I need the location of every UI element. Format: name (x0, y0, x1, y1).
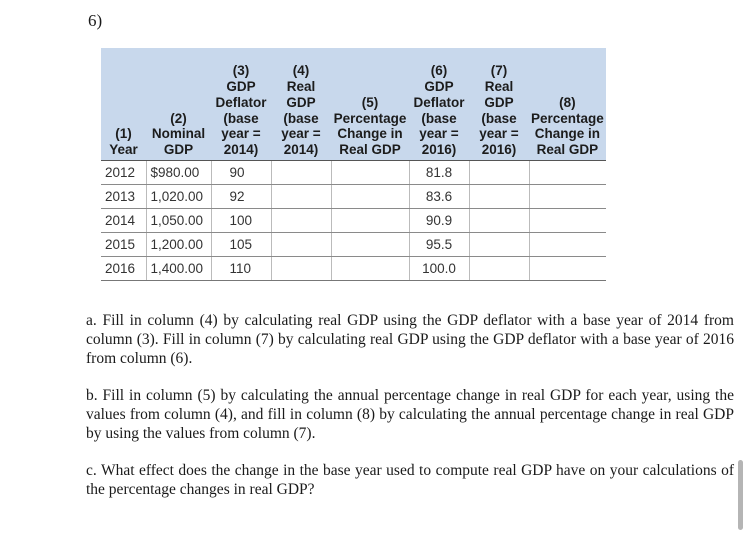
cell-deflator-2016: 90.9 (409, 209, 469, 233)
cell-nominal-gdp: 1,200.00 (146, 233, 211, 257)
cell-year: 2013 (101, 185, 146, 209)
cell-nominal-gdp: 1,050.00 (146, 209, 211, 233)
cell-deflator-2016: 81.8 (409, 161, 469, 185)
cell-real-gdp-2016 (469, 209, 529, 233)
table-row (101, 233, 606, 257)
cell-real-gdp-2016 (469, 185, 529, 209)
table-row (101, 185, 606, 209)
question-c: c. What effect does the change in the base year used to compute real GDP have on your calculations of the percentage changes in real GDP? (86, 462, 734, 498)
cell-pct-change-8 (529, 161, 606, 185)
header-percentage-change-8: (8) Percentage Change in Real GDP (529, 48, 606, 161)
table-header-row (101, 48, 606, 161)
cell-pct-change-5 (331, 161, 409, 185)
cell-nominal-gdp: $980.00 (146, 161, 211, 185)
cell-real-gdp-2016 (469, 257, 529, 281)
question-number: 6) (88, 11, 103, 30)
header-gdp-deflator-2016: (6) GDP Deflator (base year = 2016) (409, 48, 469, 161)
cell-deflator-2014: 90 (211, 161, 271, 185)
table-row (101, 257, 606, 281)
cell-real-gdp-2014 (271, 233, 331, 257)
cell-pct-change-8 (529, 257, 606, 281)
cell-pct-change-5 (331, 233, 409, 257)
header-real-gdp-2014: (4) Real GDP (base year = 2014) (271, 48, 331, 161)
cell-pct-change-8 (529, 185, 606, 209)
cell-deflator-2016: 100.0 (409, 257, 469, 281)
cell-pct-change-5 (331, 185, 409, 209)
cell-real-gdp-2014 (271, 257, 331, 281)
cell-deflator-2014: 110 (211, 257, 271, 281)
cell-nominal-gdp: 1,020.00 (146, 185, 211, 209)
cell-year: 2015 (101, 233, 146, 257)
scrollbar-thumb[interactable] (738, 460, 743, 530)
cell-deflator-2014: 100 (211, 209, 271, 233)
table-row (101, 209, 606, 233)
cell-deflator-2014: 105 (211, 233, 271, 257)
header-gdp-deflator-2014: (3) GDP Deflator (base year = 2014) (211, 48, 271, 161)
cell-deflator-2016: 83.6 (409, 185, 469, 209)
cell-pct-change-5 (331, 257, 409, 281)
cell-nominal-gdp: 1,400.00 (146, 257, 211, 281)
cell-pct-change-8 (529, 209, 606, 233)
question-a: a. Fill in column (4) by calculating real GDP using the GDP deflator with a base year of 2014 from column (3). Fill in column (7) by calculating real GDP using the GDP deflator with a base year of 2016 from column (6). (86, 312, 734, 367)
cell-real-gdp-2014 (271, 161, 331, 185)
cell-pct-change-5 (331, 209, 409, 233)
table-row (101, 161, 606, 185)
cell-year: 2014 (101, 209, 146, 233)
gdp-table (101, 48, 606, 281)
question-b: b. Fill in column (5) by calculating the annual percentage change in real GDP for each year, using the values from column (4), and fill in column (8) by calculating the annual percentage change in real GDP by using the values from column (7). (86, 387, 734, 442)
cell-real-gdp-2014 (271, 209, 331, 233)
cell-deflator-2016: 95.5 (409, 233, 469, 257)
question-text (86, 311, 734, 517)
cell-real-gdp-2016 (469, 161, 529, 185)
header-nominal-gdp: (2) Nominal GDP (146, 48, 211, 161)
cell-year: 2012 (101, 161, 146, 185)
cell-real-gdp-2016 (469, 233, 529, 257)
header-percentage-change-5: (5) Percentage Change in Real GDP (331, 48, 409, 161)
header-year: (1) Year (101, 48, 146, 161)
cell-pct-change-8 (529, 233, 606, 257)
cell-year: 2016 (101, 257, 146, 281)
header-real-gdp-2016: (7) Real GDP (base year = 2016) (469, 48, 529, 161)
cell-deflator-2014: 92 (211, 185, 271, 209)
cell-real-gdp-2014 (271, 185, 331, 209)
